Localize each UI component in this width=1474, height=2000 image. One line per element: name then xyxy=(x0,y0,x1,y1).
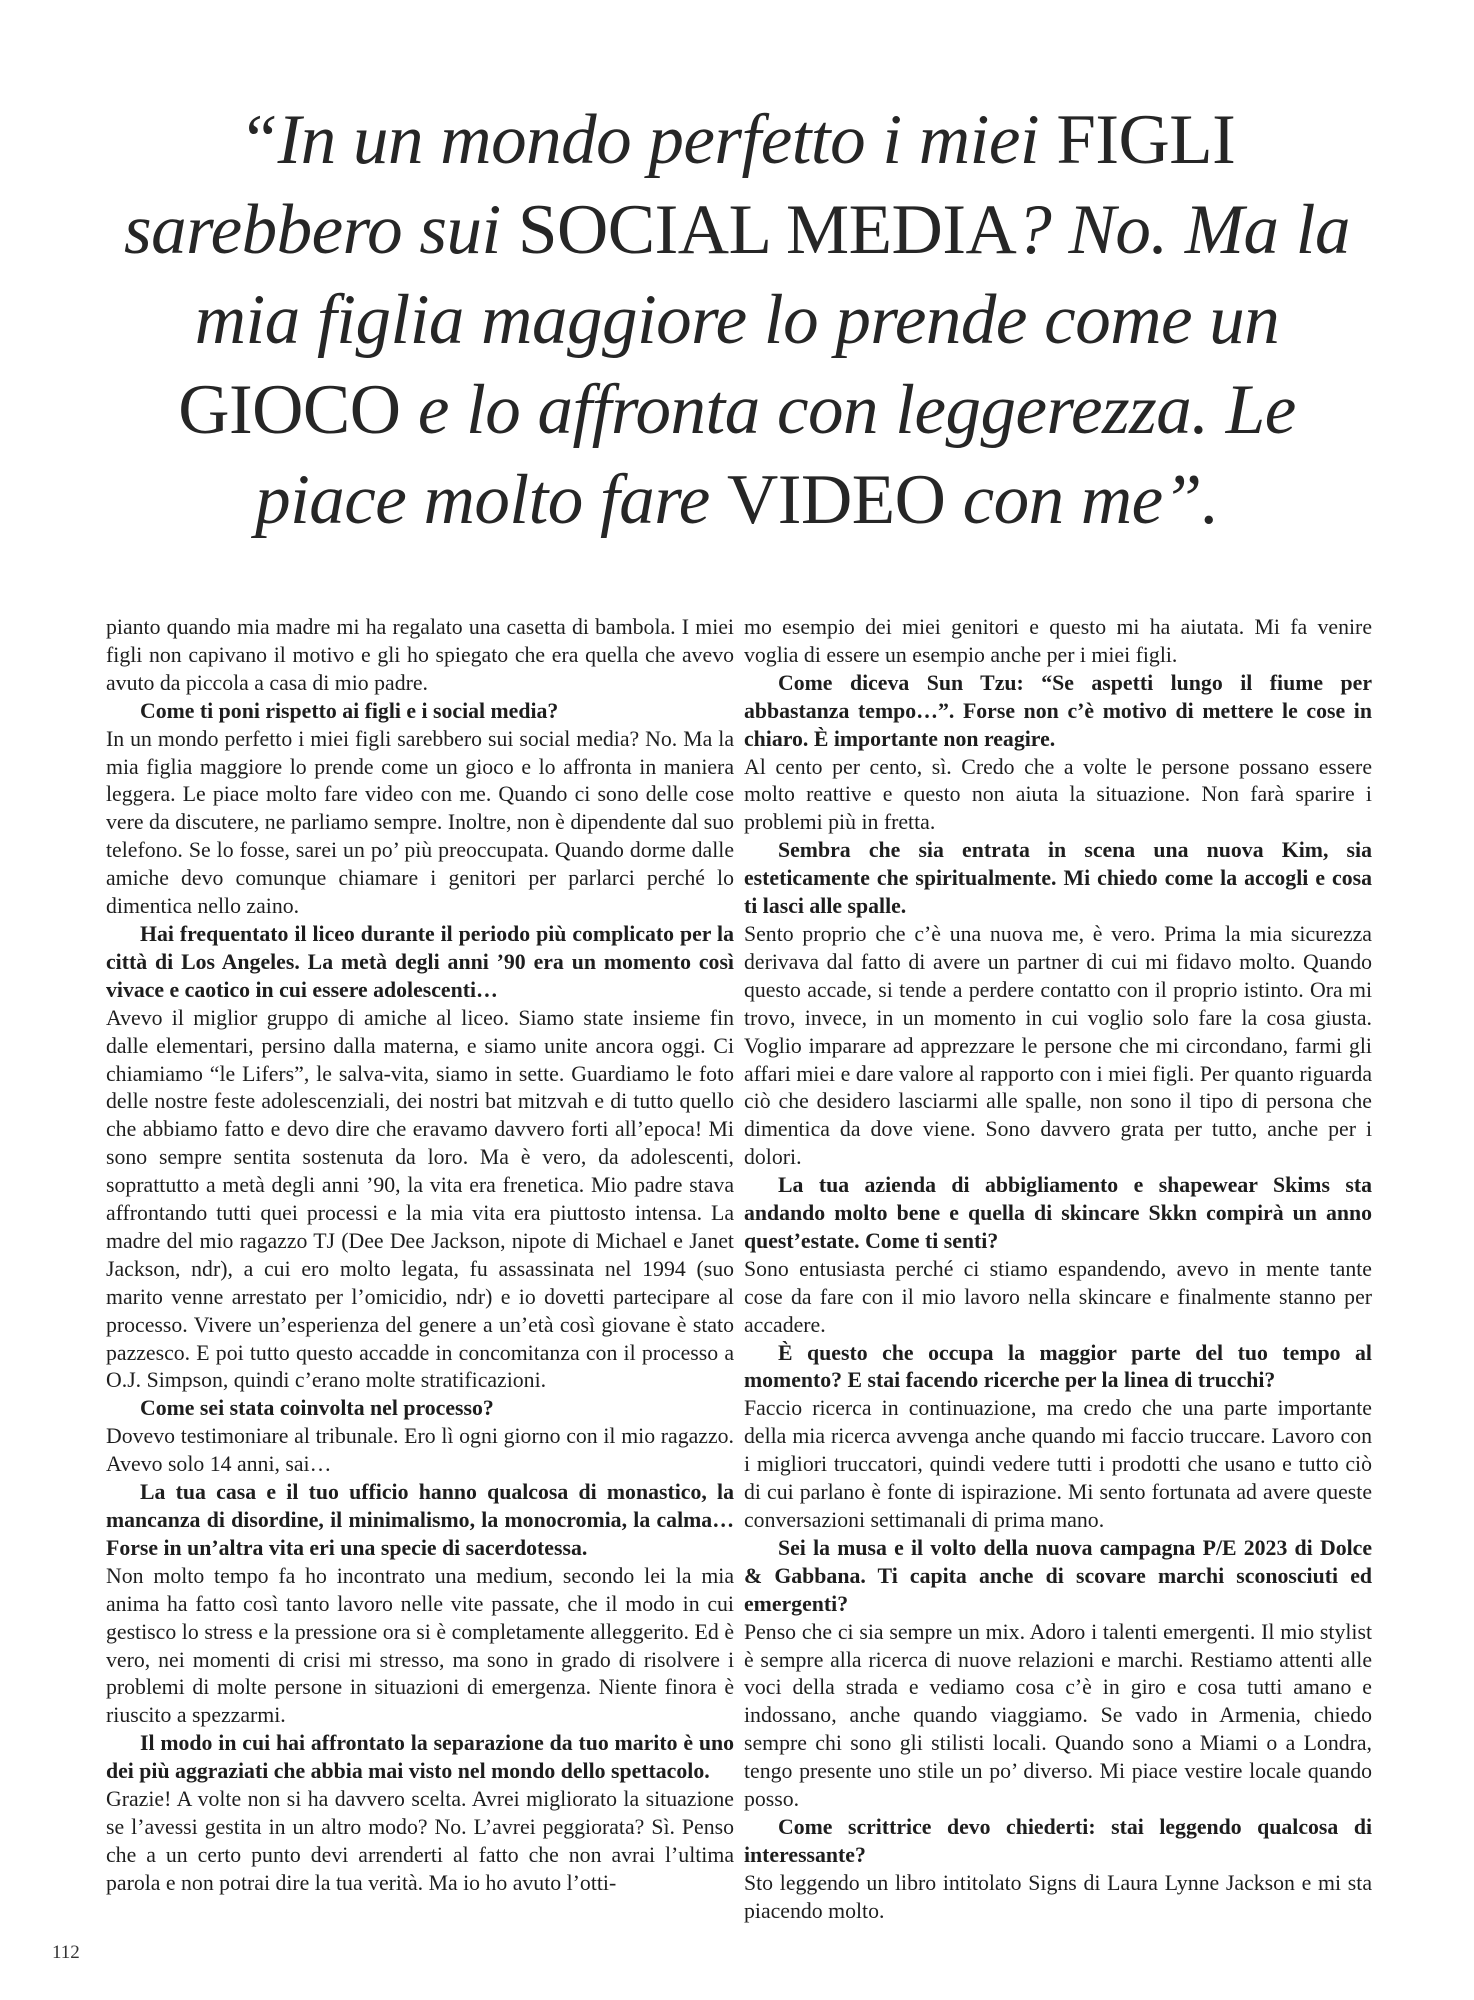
question-paragraph: Come ti poni rispetto ai figli e i social media? xyxy=(140,698,559,723)
question-paragraph: Il modo in cui hai affrontato la separazione da tuo marito è uno dei più aggraziati che abbia mai visto nel mondo dello spettacolo. xyxy=(106,1731,734,1784)
article-column-right xyxy=(744,614,1372,1926)
answer-paragraph: Sto leggendo un libro intitolato Signs di Laura Lynne Jackson e mi sta piacendo molto. xyxy=(744,1870,1372,1923)
page-number: 112 xyxy=(52,1942,80,1963)
pull-quote-text: “In un mondo perfetto i miei xyxy=(238,101,1057,179)
answer-paragraph: Al cento per cento, sì. Credo che a volte le persone possano essere molto reattive e questo non aiuta la situazione. Non farà sparire i problemi più in fretta. xyxy=(744,754,1372,835)
question-paragraph: Come scrittrice devo chiederti: stai leggendo qualcosa di interessante? xyxy=(744,1814,1372,1867)
question-paragraph: Sembra che sia entrata in scena una nuova Kim, sia esteticamente che spiritualmente. Mi chiedo come la accogli e cosa ti lasci alle spalle. xyxy=(744,838,1372,919)
answer-paragraph: pianto quando mia madre mi ha regalato una casetta di bambola. I miei figli non capivano il motivo e gli ho spiegato che era quella che avevo avuto da piccola a casa di mio padre. xyxy=(106,615,734,695)
pull-quote-text: con me”. xyxy=(945,461,1219,539)
answer-paragraph: Grazie! A volte non si ha davvero scelta. Avrei migliorato la situazione se l’avessi gestita in un altro modo? No. L’avrei peggiorata? Sì. Penso che a un certo punto devi arrenderti al fatto che non avrai l’ultima parola e non potrai dire la tua verità. Ma io ho avuto l’otti- xyxy=(106,1787,734,1895)
answer-paragraph: Penso che ci sia sempre un mix. Adoro i talenti emergenti. Il mio stylist è sempre alla ricerca di nuove relazioni e marchi. Restiamo attenti alle voci della strada e vediamo cosa c’è in giro e cosa tutti amano e indossano, anche quando viaggiamo. Se vado in Armenia, chiedo sempre chi sono gli stilisti locali. Quando sono a Miami o a Londra, tengo presente uno stile un po’ diverso. Mi piace vestire locale quando posso. xyxy=(744,1619,1372,1812)
question-paragraph: Sei la musa e il volto della nuova campagna P/E 2023 di Dolce & Gabbana. Ti capita anche di scovare marchi sconosciuti ed emergenti? xyxy=(744,1535,1372,1616)
answer-paragraph: Avevo il miglior gruppo di amiche al liceo. Siamo state insieme fin dalle elementari, persino dalla materna, e siamo unite ancora oggi. Ci chiamiamo “le Lifers”, le salva-vita, siamo in sette. Guardiamo le foto delle nostre feste adolescenziali, dei nostri bat mitzvah e di tutto quello che abbiamo fatto e devo dire che eravamo davvero forti all’epoca! Mi sono sempre sentita sostenuta da loro. Ma è vero, da adolescenti, soprattutto a metà degli anni ’90, la vita era frenetica. Mio padre stava affrontando tutti quei processi e la mia vita era piuttosto intensa. La madre del mio ragazzo TJ (Dee Dee Jackson, nipote di Michael e Janet Jackson, ndr), a cui ero molto legata, fu assassinata nel 1994 (suo marito venne arrestato per l’omicidio, ndr) e io dovetti partecipare al processo. Vivere un’esperienza del genere a un’età così giovane è stato pazzesco. E poi tutto questo accadde in concomitanza con il processo a O.J. Simpson, quindi c’erano molte stratificazioni. xyxy=(106,1005,734,1393)
answer-paragraph: In un mondo perfetto i miei figli sarebbero sui social media? No. Ma la mia figlia maggiore lo prende come un gioco e lo affronta in maniera leggera. Le piace molto fare video con me. Quando ci sono delle cose vere da discutere, ne parliamo sempre. Inoltre, non è dipendente dal suo telefono. Se lo fosse, sarei un po’ più preoccupata. Quando dorme dalle amiche devo comunque chiamare i genitori per parlarci perché lo dimentica nello zaino. xyxy=(106,726,734,919)
answer-paragraph: mo esempio dei miei genitori e questo mi ha aiutata. Mi fa venire voglia di essere un esempio anche per i miei figli. xyxy=(744,615,1372,667)
pull-quote-text: e lo affronta con leggerezza. Le piace molto fare xyxy=(255,371,1296,539)
answer-paragraph: Non molto tempo fa ho incontrato una medium, secondo lei la mia anima ha fatto così tanto lavoro nelle vite passate, che il modo in cui gestisco lo stress e la pressione ora si è completamente alleggerito. Ed è vero, nei momenti di crisi mi stresso, ma sono in grado di risolvere i problemi di molte persone in situazioni di emergenza. Niente finora è riuscito a spezzarmi. xyxy=(106,1563,734,1728)
pull-quote-caps: FIGLI xyxy=(1056,101,1236,179)
answer-paragraph: Faccio ricerca in continuazione, ma credo che una parte importante della mia ricerca avvenga anche quando mi faccio truccare. Lavoro con i migliori truccatori, quindi vedere tutti i prodotti che usano e tutto ciò di cui parlano è fonte di ispirazione. Mi sento fortunata ad avere queste conversazioni settimanali di prima mano. xyxy=(744,1396,1372,1532)
answer-paragraph: Sento proprio che c’è una nuova me, è vero. Prima la mia sicurezza derivava dal fatto di avere un partner di cui mi fidavo molto. Quando questo accade, si tende a perdere contatto con il proprio istinto. Ora mi trovo, invece, in un momento in cui voglio solo fare la cosa giusta. Voglio imparare ad apprezzare le persone che mi circondano, farmi gli affari miei e dare valore al rapporto con i miei figli. Per quanto riguarda ciò che desidero lasciarmi alle spalle, non sono il tipo di persona che dimentica da dove viene. Sono davvero grata per tutto, anche per i dolori. xyxy=(744,921,1372,1170)
pull-quote-caps: SOCIAL MEDIA xyxy=(518,191,1017,269)
question-paragraph: Come sei stata coinvolta nel processo? xyxy=(140,1396,494,1421)
pull-quote-caps: GIOCO xyxy=(178,371,401,449)
answer-paragraph: Dovevo testimoniare al tribunale. Ero lì ogni giorno con il mio ragazzo. Avevo solo 14 anni, sai… xyxy=(106,1424,734,1477)
article-column-left xyxy=(106,614,734,1898)
pull-quote-caps: VIDEO xyxy=(727,461,946,539)
question-paragraph: È questo che occupa la maggior parte del tuo tempo al momento? E stai facendo ricerche per la linea di trucchi? xyxy=(744,1340,1372,1393)
question-paragraph: Come diceva Sun Tzu: “Se aspetti lungo il fiume per abbastanza tempo…”. Forse non c’è motivo di mettere le cose in chiaro. È importante non reagire. xyxy=(744,670,1372,751)
pull-quote-text: ? No. Ma la mia figlia maggiore lo prende come un xyxy=(194,191,1350,359)
question-paragraph: La tua casa e il tuo ufficio hanno qualcosa di monastico, la mancanza di disordine, il minimalismo, la monocromia, la calma… Forse in un’altra vita eri una specie di sacerdotessa. xyxy=(106,1480,734,1560)
question-paragraph: La tua azienda di abbigliamento e shapewear Skims sta andando molto bene e quella di skincare Skkn compirà un anno quest’estate. Come ti senti? xyxy=(744,1173,1372,1253)
answer-paragraph: Sono entusiasta perché ci stiamo espandendo, avevo in mente tante cose da fare con il mio lavoro nella skincare e finalmente stanno per accadere. xyxy=(744,1256,1372,1337)
question-paragraph: Hai frequentato il liceo durante il periodo più complicato per la città di Los Angeles. La metà degli anni ’90 era un momento così vivace e caotico in cui essere adolescenti… xyxy=(106,921,734,1002)
pull-quote xyxy=(100,95,1374,545)
pull-quote-text: sarebbero sui xyxy=(124,191,519,269)
